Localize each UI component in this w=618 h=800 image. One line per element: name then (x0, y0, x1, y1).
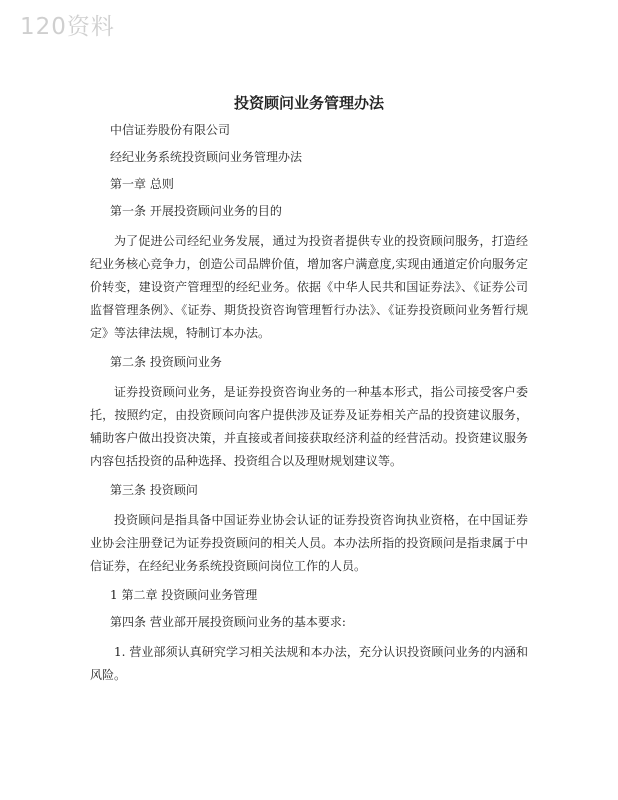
article-2-body: 证券投资顾问业务，是证券投资咨询业务的一种基本形式，指公司接受客户委托，按照约定，由投资顾问向客户提供涉及证券及证券相关产品的投资建议服务，辅助客户做出投资决策，并直接或者间接获取经济利益的经营活动。投资建议服务内容包括投资的品种选择、投资组合以及理财规划建议等。 (90, 385, 528, 468)
document-body (90, 94, 528, 696)
article-1-heading: 第一条 开展投资顾问业务的目的 (110, 204, 282, 218)
chapter-1-heading: 第一章 总则 (110, 177, 174, 191)
company-name: 中信证券股份有限公司 (110, 123, 231, 137)
document-subtitle: 经纪业务系统投资顾问业务管理办法 (110, 150, 303, 164)
article-1-body: 为了促进公司经纪业务发展，通过为投资者提供专业的投资顾问服务，打造经纪业务核心竞争力，创造公司品牌价值，增加客户满意度,实现由通道定价向服务定价转变，建设资产管理型的经纪业务。依据《中华人民共和国证券法》、《证券公司监督管理条例》、《证券、期货投资咨询管理暂行办法》、《证券投资顾问业务暂行规定》等法律法规，特制订本办法。 (90, 234, 528, 340)
document-title: 投资顾问业务管理办法 (233, 94, 384, 112)
watermark: 120资料 (20, 14, 115, 40)
article-2-heading: 第二条 投资顾问业务 (110, 355, 222, 369)
article-3-body: 投资顾问是指具备中国证券业协会认证的证券投资咨询执业资格，在中国证券业协会注册登记为证券投资顾问的相关人员。本办法所指的投资顾问是指隶属于中信证券，在经纪业务系统投资顾问岗位工作的人员。 (90, 513, 528, 573)
chapter-2-heading: 1 第二章 投资顾问业务管理 (110, 588, 258, 602)
article-3-heading: 第三条 投资顾问 (110, 483, 198, 497)
article-4-item-1: 1. 营业部须认真研究学习相关法规和本办法，充分认识投资顾问业务的内涵和风险。 (90, 645, 528, 682)
article-4-heading: 第四条 营业部开展投资顾问业务的基本要求: (110, 615, 346, 629)
